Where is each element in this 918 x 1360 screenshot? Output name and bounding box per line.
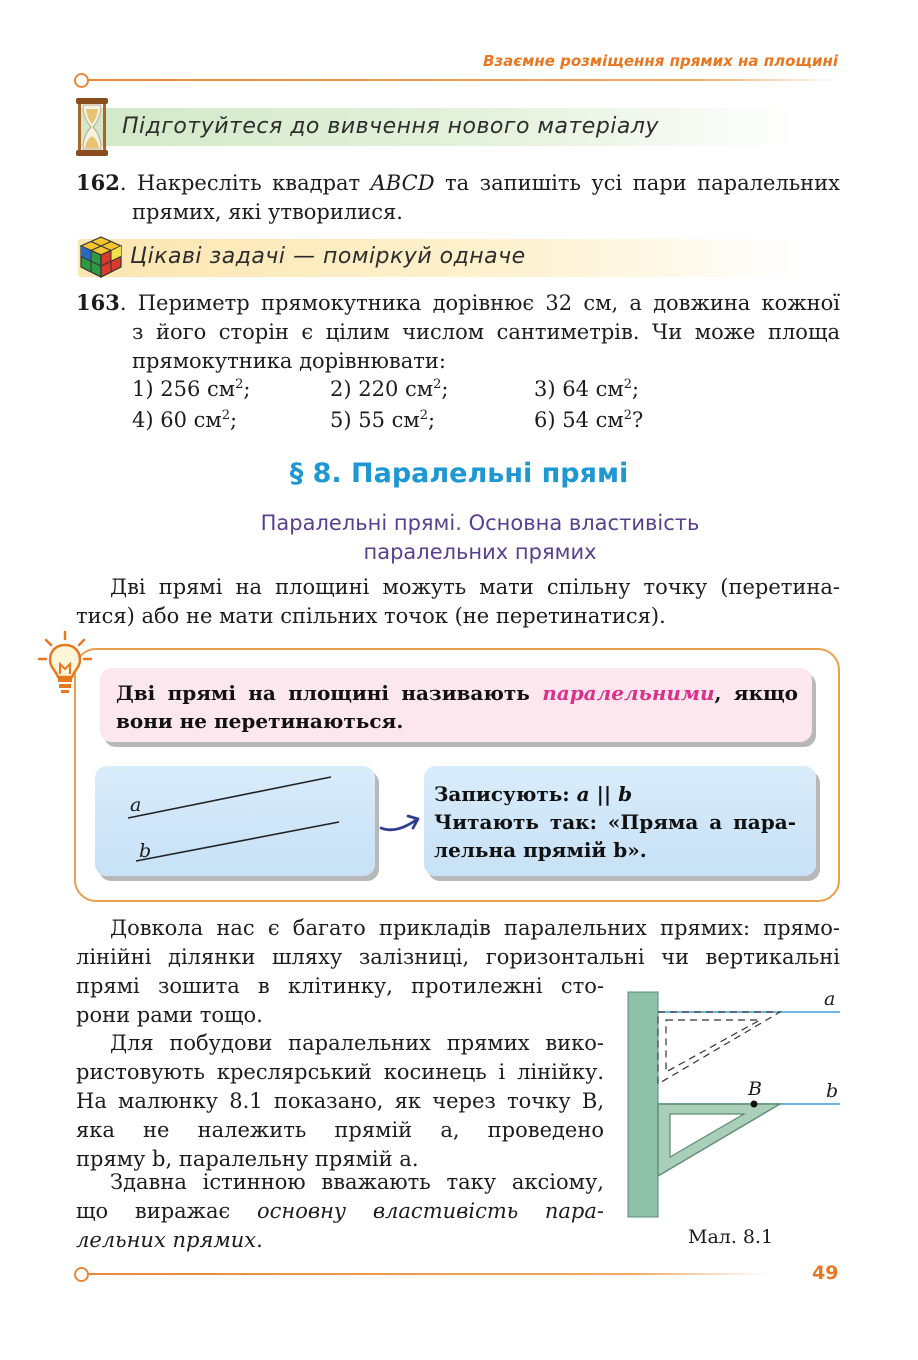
figure-label-b: b [826,1080,839,1102]
axiom-term: лельних прямих [76,1228,257,1252]
subsection-title: Паралельні прямі. Основна властивість паралельних прямих [260,511,700,564]
definition-term: паралельними [542,681,715,705]
parallel-lines-figure [95,766,375,880]
footer-rule [88,1273,768,1275]
exercise-163 [76,288,840,376]
figure-8-1 [620,986,845,1225]
section-title: § 8. Паралельні прямі [289,458,629,489]
arrow-icon [378,808,424,842]
exercise-162 [76,168,840,227]
page-number: 49 [812,1262,839,1284]
notation-text: Записують: a || b Читають так: «Пряма a пара- лельна прямій b». [434,782,796,862]
figure-label-a: a [824,988,836,1010]
exercise-text: . Периметр прямокутника дорівнює 32 см, а довжина кожної [119,291,840,315]
set-square-ghost [658,1012,780,1084]
header-rule [88,79,840,81]
line-b-label: b [139,840,152,862]
body-paragraph-1: Довкола нас є багато прикладів паралельних прямих: прямо- лінійні ділянки шляху залізниці, горизонтальні чи вертикальні [76,916,840,969]
figure-caption: Мал. 8.1 [688,1226,774,1248]
banner-puzzles-label: Цікаві задачі — поміркуй одначе [130,244,526,269]
footer-rule-ring [74,1267,89,1282]
point-b [751,1101,758,1108]
notation-expression: a || b [576,782,633,806]
exercise-number: 162 [76,170,120,195]
answer-option: 2) 220 $см^2$; [330,377,449,401]
lightbulb-icon [36,630,94,700]
line-a [128,777,331,818]
answer-option: 6) 54 $см^2$? [534,408,644,432]
answer-option: 3) 64 $см^2$; [534,377,640,401]
running-title: Взаємне розміщення прямих на площині [482,52,838,70]
banner-prepare-label: Підготуйтеся до вивчення нового матеріалу [122,114,659,139]
answer-option: 5) 55 $см^2$; [330,408,436,432]
header-rule-ring [74,73,89,88]
answer-option: 4) 60 $см^2$; [132,408,238,432]
exercise-text: . Накресліть квадрат [119,171,371,195]
ruler [628,992,658,1217]
exercise-number: 163 [76,290,120,315]
body-paragraph-3: Здавна істинною вважають таку аксіому, що виражає основну властивість пара- лельних прямих. [76,1170,604,1252]
axiom-term: основну властивість пара- [256,1199,604,1223]
intro-paragraph: Дві прямі на площині можуть мати спільну точку (перетина- тися) або не мати спільних точок (не перетинатися). [76,575,840,628]
exercise-text: прямих, які утворилися. [132,200,403,224]
rubiks-cube-icon [78,234,124,284]
line-a-label: a [130,794,142,816]
figure-label-point: B [748,1078,762,1100]
hourglass-icon [72,96,112,162]
exercise-text: та запишіть усі пари паралельних [434,171,840,195]
line-b [136,822,339,861]
exercise-var: ABCD [370,171,435,195]
definition-text: Дві прямі на площині називають паралельними, якщо вони не перетинаються. [116,681,799,733]
body-paragraph-2: Для побудови паралельних прямих вико- ристовують креслярський косинець і лінійку. На малюнку 8.1 показано, як через точку B, яка не належить прямій a, проведено пряму b, паралельну прямій a. [76,1031,604,1171]
body-paragraph-1-cont: прямі зошита в клітинку, протилежні сто- рони рами тощо. [76,974,604,1027]
exercise-text: з його сторін є цілим числом сантиметрів. Чи може площа [132,320,840,344]
exercise-text: прямокутника дорівнювати: [132,349,446,373]
answer-option: 1) 256 $см^2$; [132,377,251,401]
